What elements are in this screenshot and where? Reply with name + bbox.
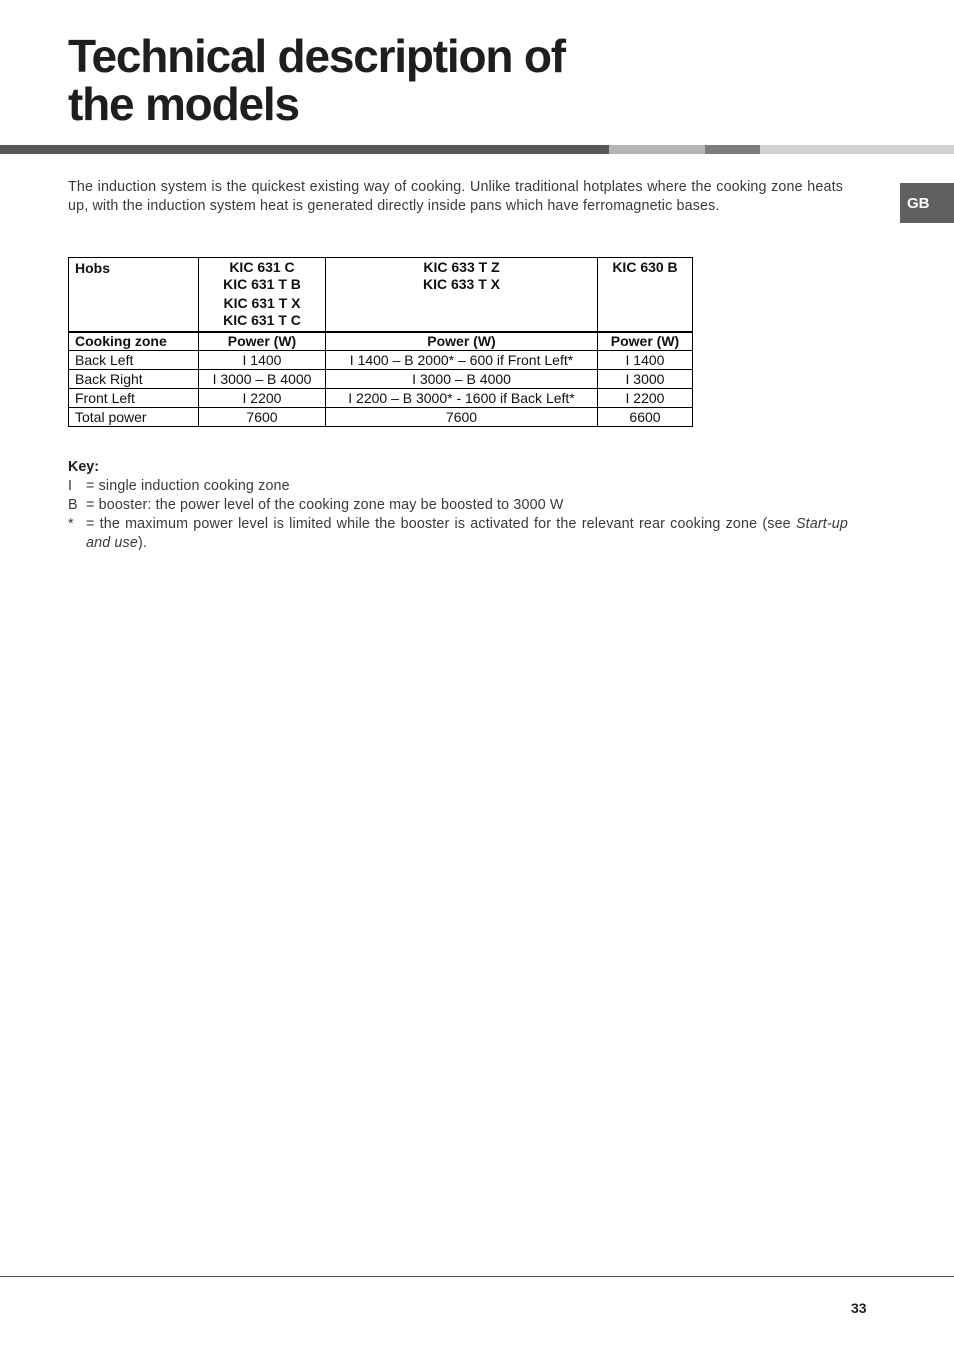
page-number: 33 (851, 1300, 867, 1316)
power-cell: 7600 (199, 408, 326, 427)
footer-divider (0, 1276, 954, 1277)
key-symbol: I (68, 478, 72, 494)
table-row (69, 408, 693, 427)
table-row (69, 389, 693, 408)
power-cell: 7600 (326, 408, 598, 427)
models-col1 (199, 258, 326, 333)
table-row (69, 351, 693, 370)
power-header: Power (W) (598, 332, 693, 351)
model-name: KIC 633 T Z (423, 259, 500, 275)
key-text-main: = the maximum power level is limited while the booster is activated for the relevant rear cooking zone (see (86, 516, 796, 532)
power-cell: I 1400 – B 2000* – 600 if Front Left* (326, 351, 598, 370)
power-cell: I 2200 (199, 389, 326, 408)
key-text: = booster: the power level of the cooking zone may be boosted to 3000 W (86, 497, 564, 513)
models-col3 (598, 258, 693, 333)
zone-cell: Total power (69, 408, 199, 427)
zone-cell: Back Right (69, 370, 199, 389)
table-row (69, 370, 693, 389)
start-up-reference: Start-up and use (86, 516, 848, 551)
models-col2 (326, 258, 598, 333)
power-cell: I 1400 (199, 351, 326, 370)
power-cell: 6600 (598, 408, 693, 427)
zone-cell: Back Left (69, 351, 199, 370)
table-subheader-row (69, 332, 693, 351)
power-cell: I 1400 (598, 351, 693, 370)
header-divider-segment (609, 145, 705, 154)
language-tab: GB (900, 183, 954, 223)
page-title-line1: Technical description of (68, 30, 565, 82)
power-header: Power (W) (199, 332, 326, 351)
model-name: KIC 631 C (229, 259, 295, 275)
table-header-row (69, 258, 693, 333)
key-symbol: * (68, 516, 74, 532)
power-header: Power (W) (326, 332, 598, 351)
model-name: KIC 633 T X (422, 276, 501, 292)
key-section (68, 458, 848, 553)
key-text-suffix: ). (137, 535, 147, 551)
key-symbol: B (68, 497, 78, 513)
key-text: = single induction cooking zone (86, 478, 290, 494)
power-cell: I 2200 (598, 389, 693, 408)
hobs-label: Hobs (69, 258, 199, 333)
key-text (86, 515, 848, 553)
power-cell: I 3000 (598, 370, 693, 389)
key-title: Key: (68, 459, 99, 475)
model-name: KIC 631 T C (223, 312, 301, 328)
power-cell: I 3000 – B 4000 (326, 370, 598, 389)
header-divider-segment (0, 145, 609, 154)
key-item (68, 496, 848, 515)
key-item (68, 477, 848, 496)
page-title-line2: the models (68, 78, 299, 130)
models-table (68, 257, 693, 427)
model-name: KIC 631 T X (223, 295, 301, 311)
model-name: KIC 631 T B (223, 276, 301, 292)
page-title (68, 32, 565, 128)
cooking-zone-header: Cooking zone (69, 332, 199, 351)
zone-cell: Front Left (69, 389, 199, 408)
model-name: KIC 630 B (612, 259, 678, 275)
power-cell: I 3000 – B 4000 (199, 370, 326, 389)
key-item (68, 515, 848, 553)
intro-paragraph: The induction system is the quickest existing way of cooking. Unlike traditional hotplates where the cooking zone heats up, with the induction system heat is generated directly inside pans which have ferromagnetic bases. (68, 179, 843, 214)
header-divider-segment (760, 145, 954, 154)
header-divider-segment (705, 145, 760, 154)
power-cell: I 2200 – B 3000* - 1600 if Back Left* (326, 389, 598, 408)
